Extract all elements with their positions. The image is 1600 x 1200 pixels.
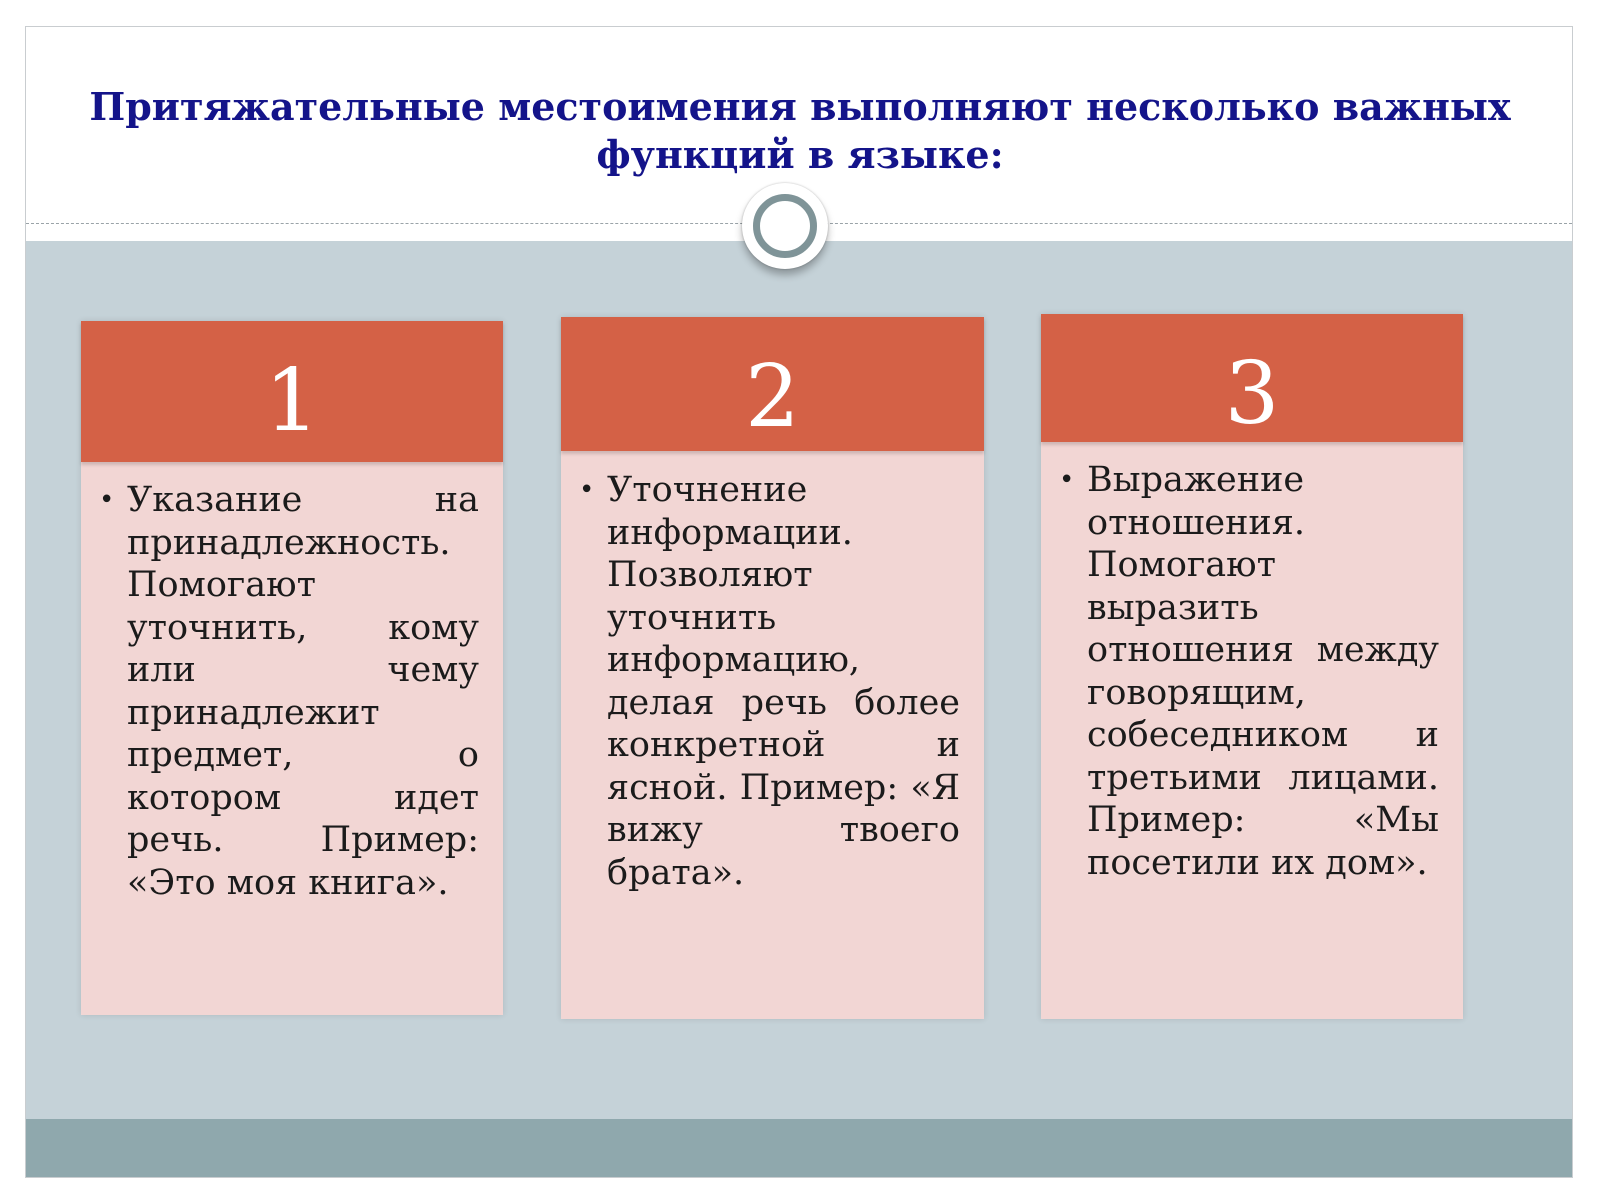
bullet-icon: • bbox=[579, 475, 595, 505]
function-card-2 bbox=[561, 317, 984, 1019]
card-number-2: 2 bbox=[561, 317, 984, 451]
ring-ornament-icon bbox=[742, 183, 828, 269]
slide bbox=[25, 26, 1573, 1178]
card-text-1: Указание на принадлежность. Помогают уточнить, кому или чему принадлежит предмет, о котором идет речь. Пример: «Это моя книга». bbox=[127, 480, 479, 903]
card-text-2: Уточнение информации. Позволяют уточнить информацию, делая речь более конкретной и ясной. Пример: «Я вижу твоего брата». bbox=[607, 470, 960, 893]
card-number-1: 1 bbox=[81, 321, 503, 462]
card-text-3: Выражение отношения. Помогают выразить отношения между говорящим, собеседником и третьими лицами. Пример: «Мы посетили их дом». bbox=[1087, 460, 1439, 883]
slide-title: Притяжательные местоимения выполняют несколько важных функций в языке: bbox=[89, 84, 1511, 177]
card-number-3: 3 bbox=[1041, 314, 1463, 442]
function-card-3 bbox=[1041, 314, 1463, 1019]
card-text-block-1 bbox=[99, 479, 479, 904]
bullet-icon: • bbox=[1059, 465, 1075, 495]
card-text-block-3 bbox=[1059, 459, 1439, 884]
bullet-icon: • bbox=[99, 485, 115, 515]
footer-band bbox=[26, 1119, 1572, 1178]
function-card-1 bbox=[81, 321, 503, 1015]
card-text-block-2 bbox=[579, 469, 960, 894]
